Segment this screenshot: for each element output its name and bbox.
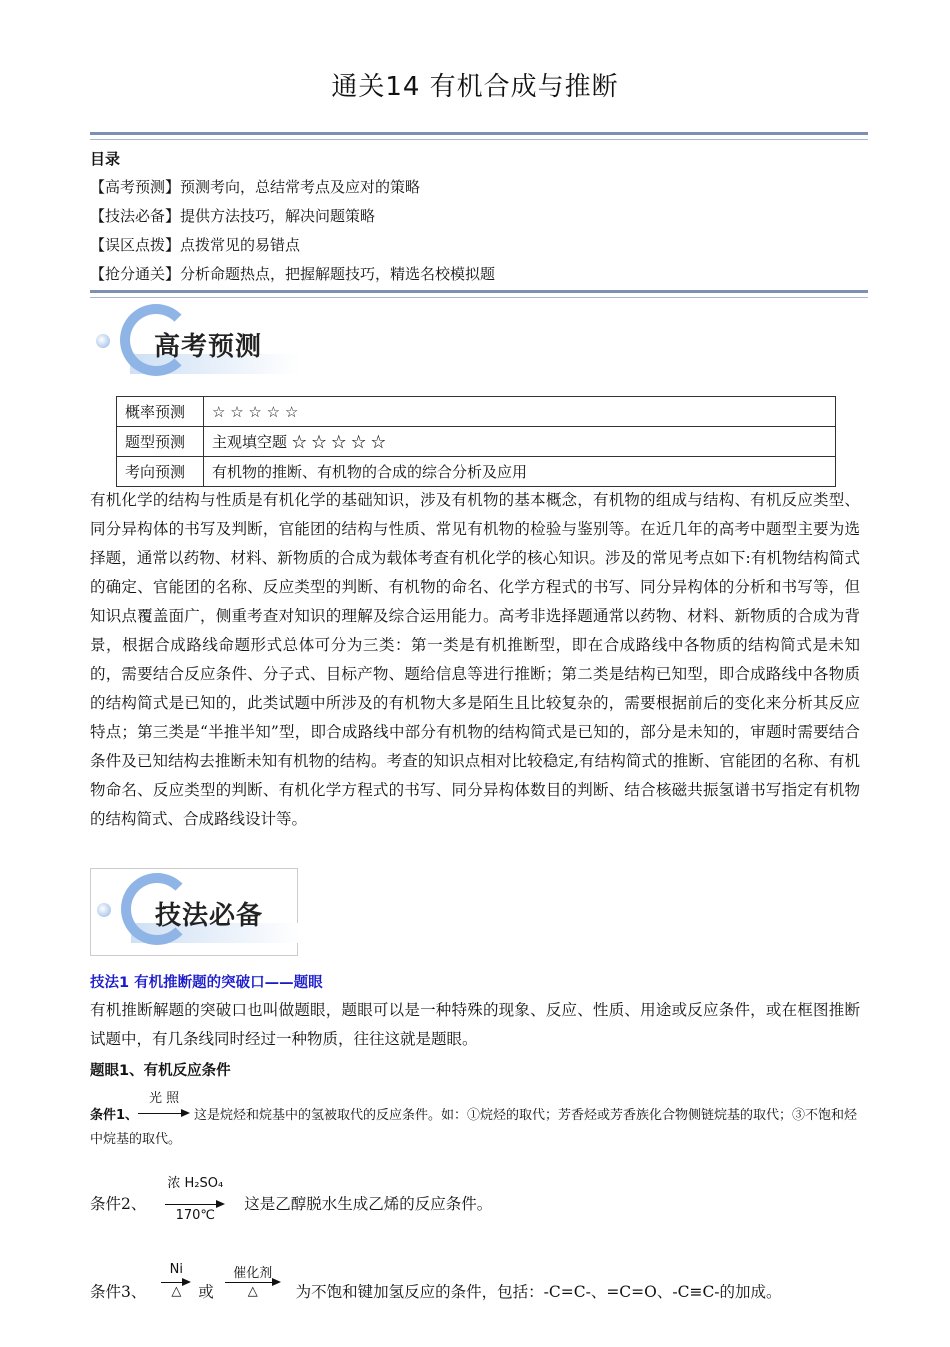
or-text: 或 <box>198 1283 214 1301</box>
condition-text: 这是烷烃和烷基中的氢被取代的反应条件。如：①烷烃的取代；芳香烃或芳香族化合物侧链烷基的取代；③不饱和烃中烷基的取代。 <box>90 1108 858 1147</box>
condition-3 <box>90 1262 782 1302</box>
arrow-condition-top: 催化剂 <box>233 1266 273 1281</box>
page-title: 通关14 有机合成与推断 <box>331 72 619 102</box>
method1-text: 有机推断解题的突破口也叫做题眼，题眼可以是一种特殊的现象、反应、性质、用途或反应条件，或在框图推断试题中，有几条线同时经过一种物质，往往这就是题眼。 <box>90 1001 860 1048</box>
eye1-heading: 题眼1、有机反应条件 <box>90 1063 231 1079</box>
toc-item: 【技法必备】提供方法技巧，解决问题策略 <box>90 207 376 225</box>
toc-item: 【高考预测】预测考向，总结常考点及应对的策略 <box>90 178 421 196</box>
row-key: 概率预测 <box>117 397 204 427</box>
condition-text: 为不饱和键加氢反应的条件，包括：-C=C-、=C=O、-C≡C-的加成。 <box>295 1283 782 1301</box>
banner-label: 高考预测 <box>154 332 263 362</box>
top-divider <box>90 132 868 140</box>
reaction-arrow-icon <box>138 1090 190 1123</box>
table-row <box>117 397 836 427</box>
dot-icon <box>96 334 110 348</box>
condition-text: 这是乙醇脱水生成乙烯的反应条件。 <box>244 1195 493 1213</box>
toc-item: 【抢分通关】分析命题热点，把握解题技巧，精选名校模拟题 <box>90 265 496 283</box>
condition-1 <box>90 1086 860 1152</box>
arrow-condition-bottom: 170℃ <box>175 1208 216 1223</box>
prediction-table <box>116 396 836 487</box>
intro-paragraph: 有机化学的结构与性质是有机化学的基础知识，涉及有机物的基本概念，有机物的组成与结构、有机反应类型、同分异构体的书写及判断，官能团的结构与性质、常见有机物的检验与鉴别等。在近几年的高考中题型主要为选择题，通常以药物、材料、新物质的合成为载体考查有机化学的核心知识。涉及的常见考点如下:有机物结构简式的确定、官能团的名称、反应类型的判断、有机物的命名、化学方程式的书写、同分异构体的分析和书写等，但知识点覆盖面广，侧重考查对知识的理解及综合运用能力。高考非选择题通常以药物、材料、新物质的合成为背景，根据合成路线命题形式总体可分为三类：第一类是有机推断型，即在合成路线中各物质的结构简式是未知的，需要结合反应条件、分子式、目标产物、题给信息等进行推断；第二类是结构已知型，即合成路线中各物质的结构简式是已知的，此类试题中所涉及的有机物大多是陌生且比较复杂的，需要根据前后的变化来分析其反应特点；第三类是“半推半知”型，即合成路线中部分有机物的结构简式是已知的，部分是未知的，审题时需要结合条件及已知结构去推断未知有机物的结构。考查的知识点相对比较稳定,有结构简式的推断、官能团的名称、有机物命名、反应类型的判断、有机化学方程式的书写、同分异构体数目的判断、结合核磁共振氢谱书写指定有机物的结构简式、合成路线设计等。 <box>90 491 860 828</box>
reaction-arrow-icon <box>161 1262 191 1300</box>
row-key: 题型预测 <box>117 427 204 457</box>
row-value: 有机物的推断、有机物的合成的综合分析及应用 <box>204 457 836 487</box>
arrow-condition-top: 浓 H₂SO₄ <box>167 1176 224 1191</box>
condition-label: 条件2、 <box>90 1195 147 1213</box>
reaction-arrow-icon <box>165 1176 225 1223</box>
condition-label: 条件3、 <box>90 1283 147 1301</box>
row-key: 考向预测 <box>117 457 204 487</box>
table-row <box>117 427 836 457</box>
section-banner-method <box>90 868 298 956</box>
reaction-arrow-icon <box>225 1266 281 1300</box>
arrow-condition-bottom: △ <box>247 1284 258 1299</box>
row-value: 主观填空题 ☆ ☆ ☆ ☆ ☆ <box>204 427 836 457</box>
toc-item: 【误区点拨】点拨常见的易错点 <box>90 236 301 254</box>
banner-label: 技法必备 <box>155 901 264 931</box>
toc-heading: 目录 <box>90 150 121 168</box>
table-row <box>117 457 836 487</box>
condition-2 <box>90 1176 493 1223</box>
toc-divider <box>90 290 868 298</box>
method1-heading: 技法1 有机推断题的突破口——题眼 <box>90 975 323 991</box>
arrow-condition-bottom: △ <box>171 1284 182 1299</box>
row-value: ☆ ☆ ☆ ☆ ☆ <box>204 397 836 427</box>
section-banner-predict <box>90 300 300 386</box>
arrow-condition-top: 光 照 <box>148 1090 180 1106</box>
arrow-condition-top: Ni <box>169 1262 183 1277</box>
dot-icon <box>97 903 111 917</box>
condition-label: 条件1、 <box>90 1108 139 1123</box>
